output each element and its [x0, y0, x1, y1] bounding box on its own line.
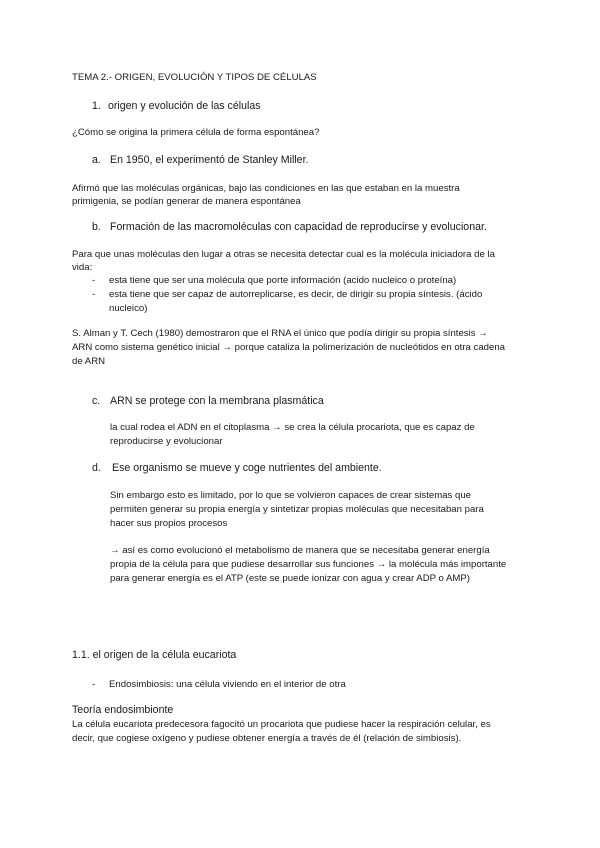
- item-a-body-line: Afirmó que las moléculas orgánicas, bajo las condiciones en las que estaban en la muestra: [72, 183, 460, 194]
- theory-title: Teoría endosimbionte: [72, 704, 174, 716]
- bullet-text: nucleico): [109, 303, 148, 314]
- bullet-dash: -: [92, 289, 96, 300]
- bullet-dash: -: [92, 679, 96, 690]
- item-b-heading: Formación de las macromoléculas con capacidad de reproducirse y evolucionar.: [110, 221, 487, 233]
- theory-body-line: La célula eucariota predecesora fagocitó un procariota que pudiese hacer la respiración celular, es: [72, 719, 491, 730]
- item-b-marker: b.: [92, 221, 101, 233]
- item-c-body-line: la cual rodea el ADN en el citoplasma → se crea la célula procariota, que es capaz de: [110, 422, 475, 433]
- bullet-text: esta tiene que ser capaz de autorreplicarse, es decir, de dirigir su propia síntesis. (ácido: [109, 289, 483, 300]
- item-b-intro-line: Para que unas moléculas den lugar a otras se necesita detectar cual es la molécula iniciadora de la: [72, 249, 495, 260]
- document-title: TEMA 2.- ORIGEN, EVOLUCIÓN Y TIPOS DE CÉLULAS: [72, 72, 317, 83]
- section-1-question: ¿Cómo se origina la primera célula de forma espontánea?: [72, 127, 320, 138]
- theory-body-line: decir, que cogiese oxígeno y pudiese obtener energía a través de él (relación de simbiosis).: [72, 733, 462, 744]
- item-c-body-line: reproducirse y evolucionar: [110, 436, 223, 447]
- item-d-body-line: para generar energía es el ATP (este se puede ionizar con agua y crear ADP o AMP): [110, 573, 470, 584]
- item-d-body-line: permiten generar su propia energía y sintetizar propias moléculas que necesitaban para: [110, 504, 484, 515]
- item-d-body-line: hacer sus propios procesos: [110, 518, 228, 529]
- endosimbiosis-bullet: Endosimbiosis: una célula viviendo en el interior de otra: [109, 679, 346, 690]
- item-d-marker: d.: [92, 462, 101, 474]
- section-1-number: 1.: [92, 100, 101, 112]
- item-c-heading: ARN se protege con la membrana plasmática: [110, 395, 324, 407]
- item-b-paragraph-line: de ARN: [72, 356, 106, 367]
- section-1-1-heading: 1.1. el origen de la célula eucariota: [72, 649, 237, 661]
- item-d-body-line: propia de la célula para que pudiese desarrollar sus funciones → la molécula más importante: [110, 559, 507, 570]
- item-c-marker: c.: [92, 395, 101, 407]
- section-1-heading: origen y evolución de las células: [108, 100, 261, 112]
- item-d-heading: Ese organismo se mueve y coge nutrientes del ambiente.: [112, 462, 382, 474]
- bullet-dash: -: [92, 275, 96, 286]
- item-b-paragraph-line: ARN como sistema genético inicial → porque cataliza la polimerización de nucleótidos en otra cadena: [72, 342, 506, 353]
- item-b-intro-line: vida:: [72, 262, 93, 273]
- item-d-body-line: → así es como evolucionó el metabolismo de manera que se necesitaba generar energía: [110, 545, 490, 556]
- item-b-paragraph-line: S. Alman y T. Cech (1980) demostraron que el RNA el único que podía dirigir su propia síntesis →: [72, 328, 488, 339]
- item-a-body-line: primigenia, se podían generar de manera espontánea: [72, 196, 301, 207]
- item-d-body-line: Sin embargo esto es limitado, por lo que se volvieron capaces de crear sistemas que: [110, 490, 472, 501]
- item-a-heading: En 1950, el experimentó de Stanley Miller.: [110, 154, 309, 166]
- bullet-text: esta tiene que ser una molécula que porte información (acido nucleico o proteína): [109, 275, 457, 286]
- item-a-marker: a.: [92, 154, 101, 166]
